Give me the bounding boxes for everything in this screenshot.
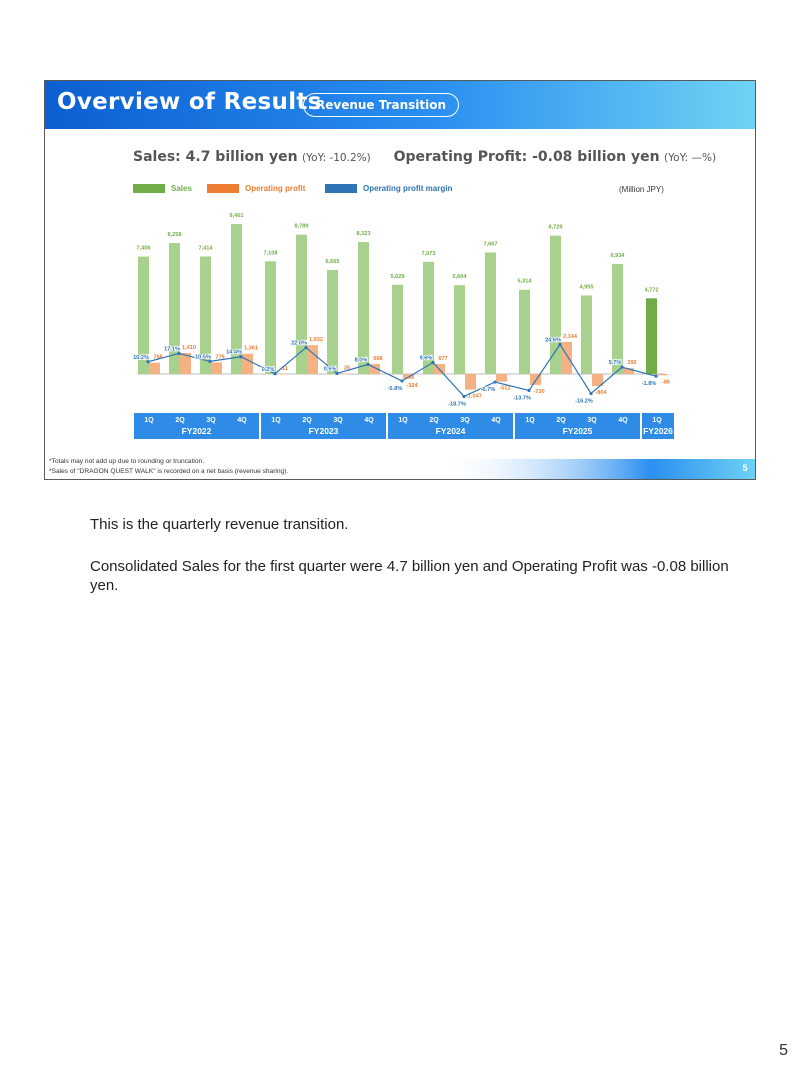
op-value-label: 35 xyxy=(343,365,351,372)
margin-value-label: -13.7% xyxy=(513,395,531,402)
margin-point xyxy=(527,389,530,392)
margin-value-label: 17.1% xyxy=(164,346,180,353)
legend-margin-label: Operating profit margin xyxy=(363,184,453,193)
slide-page-number: 5 xyxy=(742,463,748,473)
margin-value-label: -6.7% xyxy=(480,387,496,394)
quarter-label: 3Q xyxy=(460,417,470,424)
sales-bar xyxy=(358,242,369,374)
sales-value-label: 9,461 xyxy=(229,213,244,219)
sales-bar xyxy=(327,270,338,374)
op-value-label: 668 xyxy=(373,356,383,363)
quarter-label: 1Q xyxy=(144,417,154,424)
op-value-label: 1,932 xyxy=(309,337,323,344)
margin-point xyxy=(589,392,592,395)
sales-value-label: 8,729 xyxy=(548,224,563,231)
slide-title: Overview of Results xyxy=(57,89,322,115)
sales-value-label: 4,955 xyxy=(579,284,594,291)
narration-line-2: Consolidated Sales for the first quarter were 4.7 billion yen and Operating Profit was -0.08 billion yen. xyxy=(90,558,729,594)
margin-value-label: 5.7% xyxy=(608,360,622,367)
margin-value-label: 14.4% xyxy=(226,349,242,356)
op-bar xyxy=(465,374,476,390)
sales-bar xyxy=(581,295,592,374)
quarter-label: 1Q xyxy=(652,417,662,424)
page-number: 5 xyxy=(779,1042,788,1059)
sales-bar xyxy=(296,235,307,374)
legend-op-label: Operating profit xyxy=(245,184,306,193)
sales-bar xyxy=(392,285,403,374)
margin-value-label: 10.5% xyxy=(195,354,211,361)
quarter-label: 1Q xyxy=(525,417,535,424)
quarter-label: 4Q xyxy=(491,417,501,424)
margin-value-label: 8.0% xyxy=(354,357,368,364)
op-value-label: 11 xyxy=(282,365,288,372)
sales-value-label: 7,073 xyxy=(421,250,436,257)
headline-op-yoy: (YoY: —%) xyxy=(664,152,717,164)
op-value-label: 2,144 xyxy=(563,334,577,340)
op-value-label: 392 xyxy=(627,360,637,367)
margin-value-label: 0.2% xyxy=(261,366,275,373)
margin-value-label: 24.6% xyxy=(545,337,561,344)
quarter-label: 4Q xyxy=(364,417,374,424)
sales-value-label: 6,934 xyxy=(610,253,625,260)
slide xyxy=(44,80,756,480)
quarter-label: 3Q xyxy=(587,417,597,424)
margin-value-label: -18.7% xyxy=(448,401,466,408)
op-value-label: -730 xyxy=(533,388,545,395)
op-value-label: -86 xyxy=(661,379,671,386)
fiscal-year-label: FY2026 xyxy=(643,426,673,436)
quarter-label: 1Q xyxy=(398,417,408,424)
sales-value-label: 4,772 xyxy=(644,287,659,294)
section-tag: Revenue Transition xyxy=(303,93,459,117)
sales-value-label: 7,667 xyxy=(483,241,498,248)
quarter-label: 2Q xyxy=(175,417,185,424)
op-value-label: -324 xyxy=(406,382,418,389)
sales-value-label: 7,406 xyxy=(136,245,151,252)
op-bar xyxy=(561,342,572,374)
sales-bar xyxy=(612,264,623,374)
margin-value-label: 0.5% xyxy=(323,366,337,373)
sales-value-label: 5,604 xyxy=(452,274,467,281)
bottom-accent xyxy=(45,451,756,480)
sales-value-label: 8,323 xyxy=(356,231,371,238)
headline-op: Operating Profit: -0.08 billion yen xyxy=(393,149,660,165)
op-value-label: -804 xyxy=(595,390,607,396)
quarter-label: 2Q xyxy=(429,417,439,424)
margin-point xyxy=(654,375,657,378)
op-value-label: 758 xyxy=(153,354,163,361)
sales-value-label: 8,258 xyxy=(167,232,182,239)
margin-value-label: 22.0% xyxy=(291,340,307,347)
quarter-label: 3Q xyxy=(206,417,216,424)
headline-sales: Sales: 4.7 billion yen xyxy=(133,149,298,165)
op-bar xyxy=(276,374,287,375)
quarter-label: 2Q xyxy=(302,417,312,424)
op-bar xyxy=(211,362,222,374)
op-value-label: 677 xyxy=(438,355,448,362)
quarter-label: 1Q xyxy=(271,417,281,424)
op-value-label: 1,361 xyxy=(244,345,258,352)
narration-line-1: This is the quarterly revenue transition. xyxy=(90,516,349,533)
margin-point xyxy=(493,380,496,383)
sales-bar xyxy=(265,261,276,374)
headline-sales-yoy: (YoY: -10.2%) xyxy=(302,152,371,164)
unit-label: (Million JPY) xyxy=(619,185,664,194)
quarter-label: 4Q xyxy=(618,417,628,424)
sales-bar xyxy=(454,285,465,374)
margin-point xyxy=(400,379,403,382)
fiscal-year-label: FY2025 xyxy=(562,426,593,436)
sales-value-label: 5,629 xyxy=(390,273,405,280)
margin-value-label: -16.2% xyxy=(575,398,593,405)
sales-value-label: 8,789 xyxy=(294,223,309,230)
sales-value-label: 5,314 xyxy=(517,278,532,285)
margin-value-label: -1.8% xyxy=(641,381,657,388)
op-value-label: 1,410 xyxy=(182,344,196,351)
op-value-label: 779 xyxy=(215,354,225,361)
sales-bar xyxy=(519,290,530,374)
legend-sales-label: Sales xyxy=(171,184,192,193)
sales-value-label: 7,108 xyxy=(263,250,278,257)
quarter-label: 4Q xyxy=(237,417,247,424)
op-bar xyxy=(242,354,253,374)
revenue-chart xyxy=(45,81,756,480)
sales-value-label: 6,565 xyxy=(325,258,340,265)
op-bar xyxy=(149,363,160,374)
sales-bar xyxy=(550,236,561,374)
margin-value-label: -5.8% xyxy=(387,385,403,392)
fiscal-year-label: FY2022 xyxy=(181,426,212,436)
quarter-label: 3Q xyxy=(333,417,343,424)
op-bar xyxy=(338,373,349,374)
op-bar xyxy=(657,374,668,375)
margin-value-label: 9.6% xyxy=(419,355,433,362)
fiscal-year-label: FY2023 xyxy=(308,426,339,436)
op-value-label: -512 xyxy=(499,385,511,392)
sales-value-label: 7,414 xyxy=(198,245,213,252)
op-value-label: -1,047 xyxy=(466,393,482,400)
sales-bar xyxy=(646,298,657,374)
margin-point xyxy=(462,395,465,398)
quarter-label: 2Q xyxy=(556,417,566,424)
margin-value-label: 10.2% xyxy=(133,354,149,361)
sales-bar xyxy=(485,252,496,374)
fiscal-year-label: FY2024 xyxy=(435,426,466,436)
op-bar xyxy=(496,374,507,382)
